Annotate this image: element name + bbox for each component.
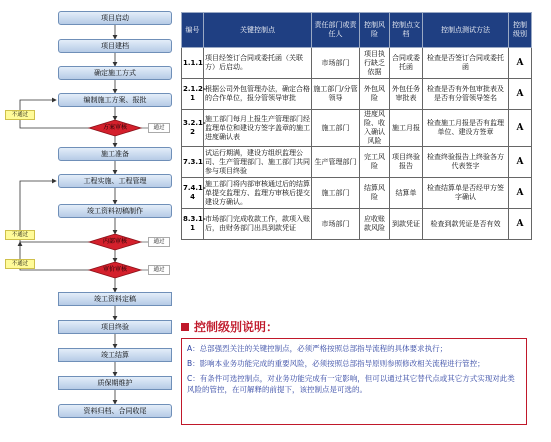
table-row xyxy=(182,110,532,147)
cell-level: A xyxy=(509,209,532,240)
cell-dept: 施工部门 xyxy=(312,178,360,209)
cell-level: A xyxy=(509,178,532,209)
table-row xyxy=(182,147,532,178)
table-row xyxy=(182,48,532,79)
pass-label: 通过 xyxy=(148,265,170,275)
cell-doc: 施工月报 xyxy=(390,110,423,147)
table-row xyxy=(182,178,532,209)
cell-id: 1.1.1 xyxy=(182,48,204,79)
flow-step: 工程实施、工程管理 xyxy=(58,174,172,188)
legend-box xyxy=(181,338,527,425)
column-header: 控制点文档 xyxy=(390,13,423,48)
fail-label: 不通过 xyxy=(5,110,35,120)
cell-control-point: 试运行期满，建设方组织监理公司、生产管理部门、施工部门共同参与项目终验 xyxy=(204,147,312,178)
column-header: 关键控制点 xyxy=(204,13,312,48)
flow-step: 施工准备 xyxy=(58,147,172,161)
cell-control-point: 施工部门将内部审核通过后的结算单提交监理方、监理方审核后提交建设方确认。 xyxy=(204,178,312,209)
legend-item-c: C：有条件可选控制点，对业务功能完成有一定影响，但可以通过其它替代点或其它方式实现对此类风险的管控，在可解释的前提下，该控制点是可选的。 xyxy=(187,374,515,394)
cell-control-point: 施工部门每月上报生产管理部门经监理单位和建设方签字盖章的施工进度确认表 xyxy=(204,110,312,147)
cell-dept: 市场部门 xyxy=(312,48,360,79)
decision-label: 审价审核 xyxy=(102,266,127,273)
legend-item-b: B：影响本业务功能完成的重要风险，必须按照总部指导原则参照修改相关流程进行管控； xyxy=(187,359,485,368)
cell-risk: 进度风险、收入确认风险 xyxy=(360,110,390,147)
table-row xyxy=(182,209,532,240)
flow-step: 竣工资料定稿 xyxy=(58,292,172,306)
cell-id: 7.3.1 xyxy=(182,147,204,178)
cell-control-point: 项目经签订合同或委托函（关联方）后启动。 xyxy=(204,48,312,79)
cell-dept: 施工部门 xyxy=(312,110,360,147)
column-header: 编号 xyxy=(182,13,204,48)
column-header: 控制风险 xyxy=(360,13,390,48)
legend-title xyxy=(181,316,278,332)
cell-test: 检查终验报告上终验各方代表签字 xyxy=(423,147,509,178)
column-header: 控制级别 xyxy=(509,13,532,48)
cell-id: 7.4.1-4 xyxy=(182,178,204,209)
cell-id: 8.3.1-1 xyxy=(182,209,204,240)
process-flowchart xyxy=(0,0,180,442)
legend-item-a: A：总部强烈关注的关键控制点，必须严格按照总部指导流程的具体要求执行； xyxy=(187,344,448,353)
pass-label: 通过 xyxy=(148,123,170,133)
cell-level: A xyxy=(509,147,532,178)
flow-step: 项目建档 xyxy=(58,39,172,53)
cell-level: A xyxy=(509,48,532,79)
fail-label: 不通过 xyxy=(5,230,35,240)
column-header: 责任部门或责任人 xyxy=(312,13,360,48)
cell-risk: 完工风险 xyxy=(360,147,390,178)
control-points-table xyxy=(181,12,532,240)
cell-test: 检查是否签订合同或委托函 xyxy=(423,48,509,79)
table-header-row xyxy=(182,13,532,48)
cell-doc: 项目终验报告 xyxy=(390,147,423,178)
cell-test: 检查是否有外包审批表及是否有分管领导签名 xyxy=(423,79,509,110)
flow-step-end: 资料归档、合同收尾 xyxy=(58,404,172,418)
flow-step: 质保期维护 xyxy=(58,376,172,390)
cell-id: 3.2.1-2 xyxy=(182,110,204,147)
bullet-square-icon xyxy=(181,323,189,331)
cell-risk: 外包风险 xyxy=(360,79,390,110)
cell-dept: 生产管理部门 xyxy=(312,147,360,178)
decision-label: 内部审核 xyxy=(102,238,127,245)
column-header: 控制点测试方法 xyxy=(423,13,509,48)
cell-dept: 施工部门/分管领导 xyxy=(312,79,360,110)
cell-control-point: 根据公司外包管理办法，确定合格的合作单位，报分管领导审批 xyxy=(204,79,312,110)
decision-label: 方案审核 xyxy=(102,124,127,131)
cell-level: A xyxy=(509,79,532,110)
flow-step: 竣工资料初稿制作 xyxy=(58,204,172,218)
cell-level: A xyxy=(509,110,532,147)
flow-step: 项目终验 xyxy=(58,320,172,334)
cell-dept: 市场部门 xyxy=(312,209,360,240)
cell-id: 2.1.2-1 xyxy=(182,79,204,110)
flow-step: 编制施工方案、报批 xyxy=(58,93,172,107)
cell-doc: 到款凭证 xyxy=(390,209,423,240)
flow-step-start: 项目启动 xyxy=(58,11,172,25)
flow-step: 确定施工方式 xyxy=(58,66,172,80)
legend-title-text: 控制级别说明： xyxy=(194,320,279,334)
cell-doc: 外包任务审批表 xyxy=(390,79,423,110)
cell-risk: 项目执行缺乏依据 xyxy=(360,48,390,79)
cell-doc: 结算单 xyxy=(390,178,423,209)
cell-risk: 结算风险 xyxy=(360,178,390,209)
cell-doc: 合同或委托函 xyxy=(390,48,423,79)
cell-risk: 应收账款风险 xyxy=(360,209,390,240)
table-row xyxy=(182,79,532,110)
cell-control-point: 市场部门完成收款工作，款项入账后，由财务部门出具到款凭证 xyxy=(204,209,312,240)
flow-step: 竣工结算 xyxy=(58,348,172,362)
fail-label: 不通过 xyxy=(5,259,35,269)
pass-label: 通过 xyxy=(148,237,170,247)
cell-test: 检查到款凭证是否有效 xyxy=(423,209,509,240)
cell-test: 检查结算单是否经甲方签字确认 xyxy=(423,178,509,209)
cell-test: 检查施工月报是否有监理单位、建设方签章 xyxy=(423,110,509,147)
